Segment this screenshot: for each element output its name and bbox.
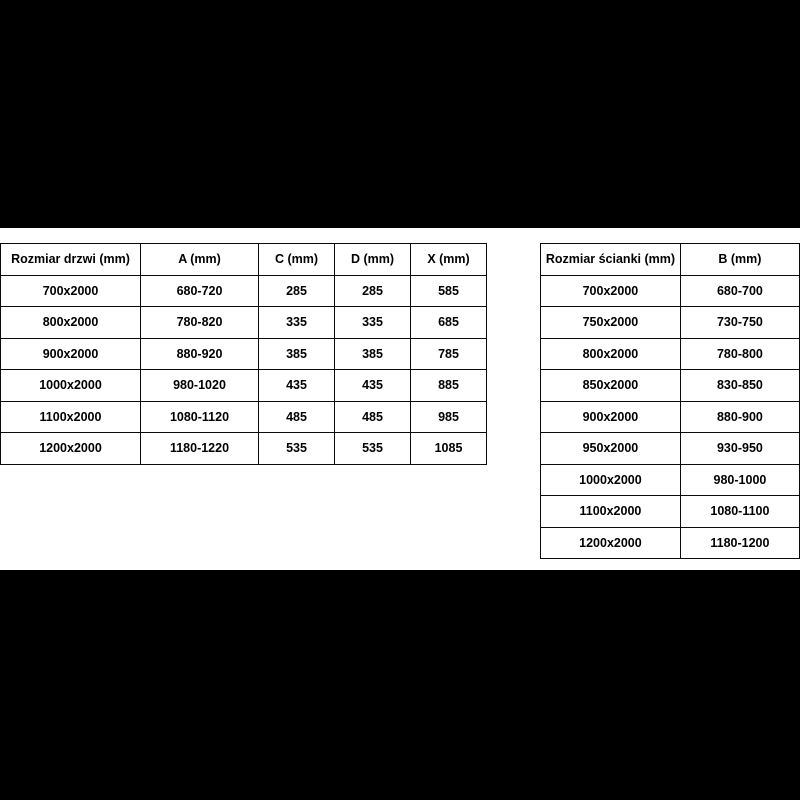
doors-dimensions-table [0, 243, 487, 465]
cell-door-size: 700x2000 [1, 275, 141, 307]
cell-wall-size: 1100x2000 [541, 496, 681, 528]
cell-d: 335 [335, 307, 411, 339]
doors-dimensions-table-container [0, 243, 487, 465]
cell-door-size: 1100x2000 [1, 401, 141, 433]
cell-c: 435 [259, 370, 335, 402]
wall-dimensions-table [540, 243, 800, 559]
cell-c: 335 [259, 307, 335, 339]
cell-d: 385 [335, 338, 411, 370]
cell-wall-size: 700x2000 [541, 275, 681, 307]
table-row [541, 307, 800, 339]
cell-x: 585 [411, 275, 487, 307]
cell-b: 830-850 [680, 370, 799, 402]
table-header-row [1, 244, 487, 276]
cell-a: 1180-1220 [141, 433, 259, 465]
table-row [1, 433, 487, 465]
column-header-x: X (mm) [411, 244, 487, 276]
cell-b: 1180-1200 [680, 527, 799, 559]
cell-b: 1080-1100 [680, 496, 799, 528]
table-row [1, 307, 487, 339]
cell-wall-size: 850x2000 [541, 370, 681, 402]
cell-a: 980-1020 [141, 370, 259, 402]
column-header-b: B (mm) [680, 244, 799, 276]
table-row [541, 275, 800, 307]
cell-c: 485 [259, 401, 335, 433]
cell-x: 985 [411, 401, 487, 433]
cell-a: 780-820 [141, 307, 259, 339]
cell-door-size: 900x2000 [1, 338, 141, 370]
cell-door-size: 1000x2000 [1, 370, 141, 402]
cell-wall-size: 1000x2000 [541, 464, 681, 496]
cell-d: 435 [335, 370, 411, 402]
table-row [541, 338, 800, 370]
column-header-a: A (mm) [141, 244, 259, 276]
cell-a: 1080-1120 [141, 401, 259, 433]
column-header-door-size: Rozmiar drzwi (mm) [1, 244, 141, 276]
cell-c: 285 [259, 275, 335, 307]
doors-table-body [1, 275, 487, 464]
table-row [541, 464, 800, 496]
cell-b: 730-750 [680, 307, 799, 339]
table-row [1, 275, 487, 307]
cell-x: 1085 [411, 433, 487, 465]
column-header-wall-size: Rozmiar ścianki (mm) [541, 244, 681, 276]
wall-dimensions-table-container [540, 243, 800, 559]
table-row [541, 370, 800, 402]
cell-b: 680-700 [680, 275, 799, 307]
wall-table-header [541, 244, 800, 276]
cell-wall-size: 1200x2000 [541, 527, 681, 559]
cell-x: 885 [411, 370, 487, 402]
table-row [1, 401, 487, 433]
cell-b: 980-1000 [680, 464, 799, 496]
table-row [541, 433, 800, 465]
table-header-row [541, 244, 800, 276]
cell-door-size: 800x2000 [1, 307, 141, 339]
table-row [541, 527, 800, 559]
cell-wall-size: 900x2000 [541, 401, 681, 433]
cell-x: 685 [411, 307, 487, 339]
cell-d: 285 [335, 275, 411, 307]
wall-table-body [541, 275, 800, 559]
cell-d: 485 [335, 401, 411, 433]
cell-wall-size: 750x2000 [541, 307, 681, 339]
cell-a: 880-920 [141, 338, 259, 370]
cell-d: 535 [335, 433, 411, 465]
cell-b: 880-900 [680, 401, 799, 433]
cell-x: 785 [411, 338, 487, 370]
cell-door-size: 1200x2000 [1, 433, 141, 465]
cell-wall-size: 800x2000 [541, 338, 681, 370]
cell-c: 535 [259, 433, 335, 465]
table-row [1, 338, 487, 370]
column-header-d: D (mm) [335, 244, 411, 276]
cell-b: 930-950 [680, 433, 799, 465]
doors-table-header [1, 244, 487, 276]
cell-c: 385 [259, 338, 335, 370]
column-header-c: C (mm) [259, 244, 335, 276]
table-row [541, 496, 800, 528]
table-row [1, 370, 487, 402]
cell-b: 780-800 [680, 338, 799, 370]
table-row [541, 401, 800, 433]
cell-a: 680-720 [141, 275, 259, 307]
cell-wall-size: 950x2000 [541, 433, 681, 465]
